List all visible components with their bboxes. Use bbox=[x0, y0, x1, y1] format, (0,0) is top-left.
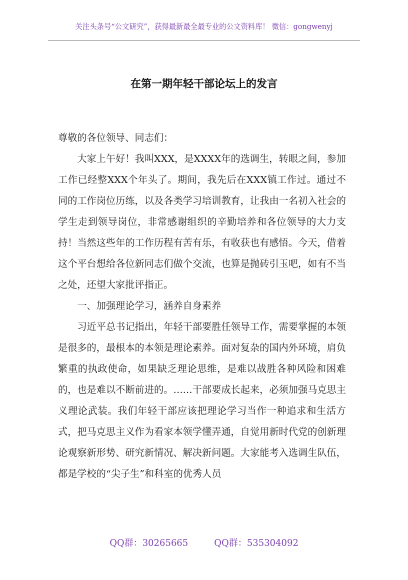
section-heading: 一、加强理论学习，涵养自身素养 bbox=[77, 301, 222, 312]
header-divider bbox=[48, 40, 360, 41]
header-banner: 关注头条号“公文研究”，获得最新最全最专业的公文资料库！ 微信：gongwenyj bbox=[75, 22, 333, 31]
document-title: 在第一期年轻干部论坛上的发言 bbox=[130, 78, 278, 90]
paragraph-theory: 习近平总书记指出，年轻干部要胜任领导工作，需要掌握的本领是很多的，最根本的本领是理论素养。面对复杂的国内外环境，肩负繁重的执政使命，如果缺乏理论思维，是难以战胜各种风险和困难的，也是难以不断前进的。……干部要成长起来，必须加强马克思主义理论武装。我们年轻干部应该把理论学习当作一种追求和生活方式，把马克思主义作为看家本领学懂弄通，自觉用新时代党的创新理论观察新形势、研究新情况、解决新问题。大家能考入选调生队伍，都是学校的“尖子生”和科室的优秀人员 bbox=[58, 322, 346, 480]
footer-qq-group-2: QQ群：535304092 bbox=[214, 539, 299, 549]
footer-contacts bbox=[0, 536, 408, 549]
salutation: 尊敬的各位领导、同志们： bbox=[58, 133, 174, 144]
paragraph-intro: 大家上午好！我叫XXX，是XXXX年的选调生，转眼之间，参加工作已经整XXX个年头了。期间，我先后在XXX镇工作过。通过不同的工作岗位历练，以及各类学习培训教育，让我由一名初入社会的学生走到领导岗位，非常感谢组织的辛勤培养和各位领导的大力支持！当然这些年的工作历程有苦有乐，有收获也有感悟。今天，借着这个平台想给各位新同志们做个交流，也算是抛砖引玉吧，如有不当之处，还望大家批评指正。 bbox=[58, 154, 346, 291]
footer-qq-group-1: QQ群：30265665 bbox=[109, 539, 189, 549]
document-body bbox=[58, 128, 346, 485]
